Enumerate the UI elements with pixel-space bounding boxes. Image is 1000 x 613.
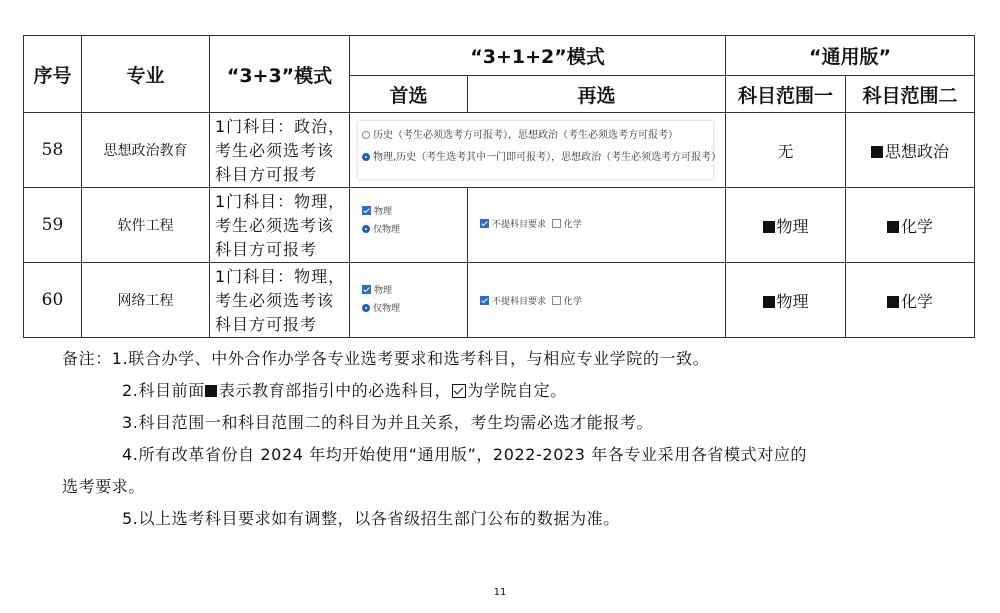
checkbox-label: 物理 — [374, 207, 393, 217]
checkbox-unchecked-icon[interactable] — [552, 296, 561, 305]
header-range1: 科目范围一 — [726, 76, 846, 113]
range1-cell — [726, 188, 846, 263]
header-general: “通用版” — [726, 36, 975, 76]
note-line-5: 5.以上选考科目要求如有调整，以各省级招生部门公布的数据为准。 — [122, 509, 620, 528]
header-range2: 科目范围二 — [846, 76, 975, 113]
row-number: 60 — [24, 263, 82, 338]
required-square-icon — [871, 146, 883, 158]
table-row — [24, 188, 975, 263]
checkbox-label: 不提科目要求 — [492, 220, 547, 230]
checkbox-checked-icon[interactable] — [480, 296, 489, 305]
header-seq: 序号 — [24, 36, 82, 113]
note-text: 为学院自定。 — [467, 381, 567, 400]
radio-label: 仅物理 — [373, 225, 401, 235]
range2-value: 思想政治 — [885, 141, 950, 161]
table-row — [24, 263, 975, 338]
checkbox-checked-icon[interactable] — [362, 285, 371, 294]
major-name: 网络工程 — [82, 263, 210, 338]
major-name: 软件工程 — [82, 188, 210, 263]
again-options — [480, 217, 582, 230]
note-line-2 — [62, 375, 962, 407]
note-line-1: 备注：1.联合办学、中外合作办学各专业选考要求和选考科目，与相应专业学院的一致。 — [62, 349, 710, 368]
radio-option-label: 物理,历史（考生选考其中一门即可报考），思想政治（考生必须选考方可报考） — [373, 152, 722, 163]
first-radio-option[interactable] — [362, 301, 400, 314]
mode312-cell — [350, 113, 726, 188]
header-again: 再选 — [468, 76, 726, 113]
again-choice-cell — [468, 263, 726, 338]
radio-selected-icon[interactable] — [362, 153, 370, 161]
header-first: 首选 — [350, 76, 468, 113]
again-choice-cell — [468, 188, 726, 263]
range1-value: 物理 — [776, 216, 809, 236]
range1-value: 无 — [726, 113, 846, 188]
radio-label: 仅物理 — [373, 304, 401, 314]
mode33-requirement: 1门科目：政治，考生必须选考该科目方可报考 — [210, 113, 350, 188]
note-text: 表示教育部指引中的必选科目， — [218, 381, 452, 400]
note-line-4: 4.所有改革省份自 2024 年均开始使用“通用版”，2022-2023 年各专业采用各省模式对应的 — [122, 445, 808, 464]
required-square-icon — [205, 385, 217, 397]
required-square-icon — [887, 221, 899, 233]
first-radio-option[interactable] — [362, 222, 400, 235]
subject-requirements-table — [23, 35, 975, 338]
radio-selected-icon[interactable] — [362, 304, 370, 312]
required-square-icon — [763, 221, 775, 233]
range2-value: 化学 — [901, 216, 934, 236]
checkbox-checked-icon[interactable] — [362, 206, 371, 215]
table-row — [24, 113, 975, 188]
radio-option[interactable] — [358, 125, 713, 147]
header-major: 专业 — [82, 36, 210, 113]
required-square-icon — [763, 296, 775, 308]
checked-box-icon — [452, 384, 466, 398]
again-options — [480, 294, 582, 307]
row-number: 58 — [24, 113, 82, 188]
mode33-requirement: 1门科目：物理，考生必须选考该科目方可报考 — [210, 263, 350, 338]
range1-value: 物理 — [776, 291, 809, 311]
range2-cell — [846, 113, 975, 188]
note-line-3: 3.科目范围一和科目范围二的科目为并且关系，考生均需必选才能报考。 — [122, 413, 654, 432]
page-number: 11 — [493, 587, 507, 598]
radio-unselected-icon[interactable] — [362, 131, 370, 139]
required-square-icon — [887, 296, 899, 308]
radio-selected-icon[interactable] — [362, 225, 370, 233]
range2-cell — [846, 263, 975, 338]
major-name: 思想政治教育 — [82, 113, 210, 188]
row-number: 59 — [24, 188, 82, 263]
checkbox-label: 化学 — [563, 297, 582, 307]
checkbox-label: 物理 — [374, 286, 393, 296]
radio-option[interactable] — [358, 147, 722, 169]
checkbox-checked-icon[interactable] — [480, 219, 489, 228]
checkbox-label: 不提科目要求 — [492, 297, 547, 307]
first-choice-cell — [350, 263, 468, 338]
first-checkbox-option[interactable] — [362, 283, 392, 296]
range2-value: 化学 — [901, 291, 934, 311]
mode33-requirement: 1门科目：物理，考生必须选考该科目方可报考 — [210, 188, 350, 263]
radio-group — [358, 121, 722, 179]
notes-section — [62, 343, 962, 535]
radio-option-label: 历史（考生必须选考方可报考），思想政治（考生必须选考方可报考） — [373, 130, 678, 141]
first-checkbox-option[interactable] — [362, 204, 392, 217]
header-mode312: “3+1+2”模式 — [350, 36, 726, 76]
first-choice-cell — [350, 188, 468, 263]
checkbox-unchecked-icon[interactable] — [552, 219, 561, 228]
checkbox-label: 化学 — [563, 220, 582, 230]
note-text: 2.科目前面 — [122, 381, 205, 400]
note-line-4-continued: 选考要求。 — [62, 477, 146, 496]
range1-cell — [726, 263, 846, 338]
range2-cell — [846, 188, 975, 263]
header-mode33: “3+3”模式 — [210, 36, 350, 113]
